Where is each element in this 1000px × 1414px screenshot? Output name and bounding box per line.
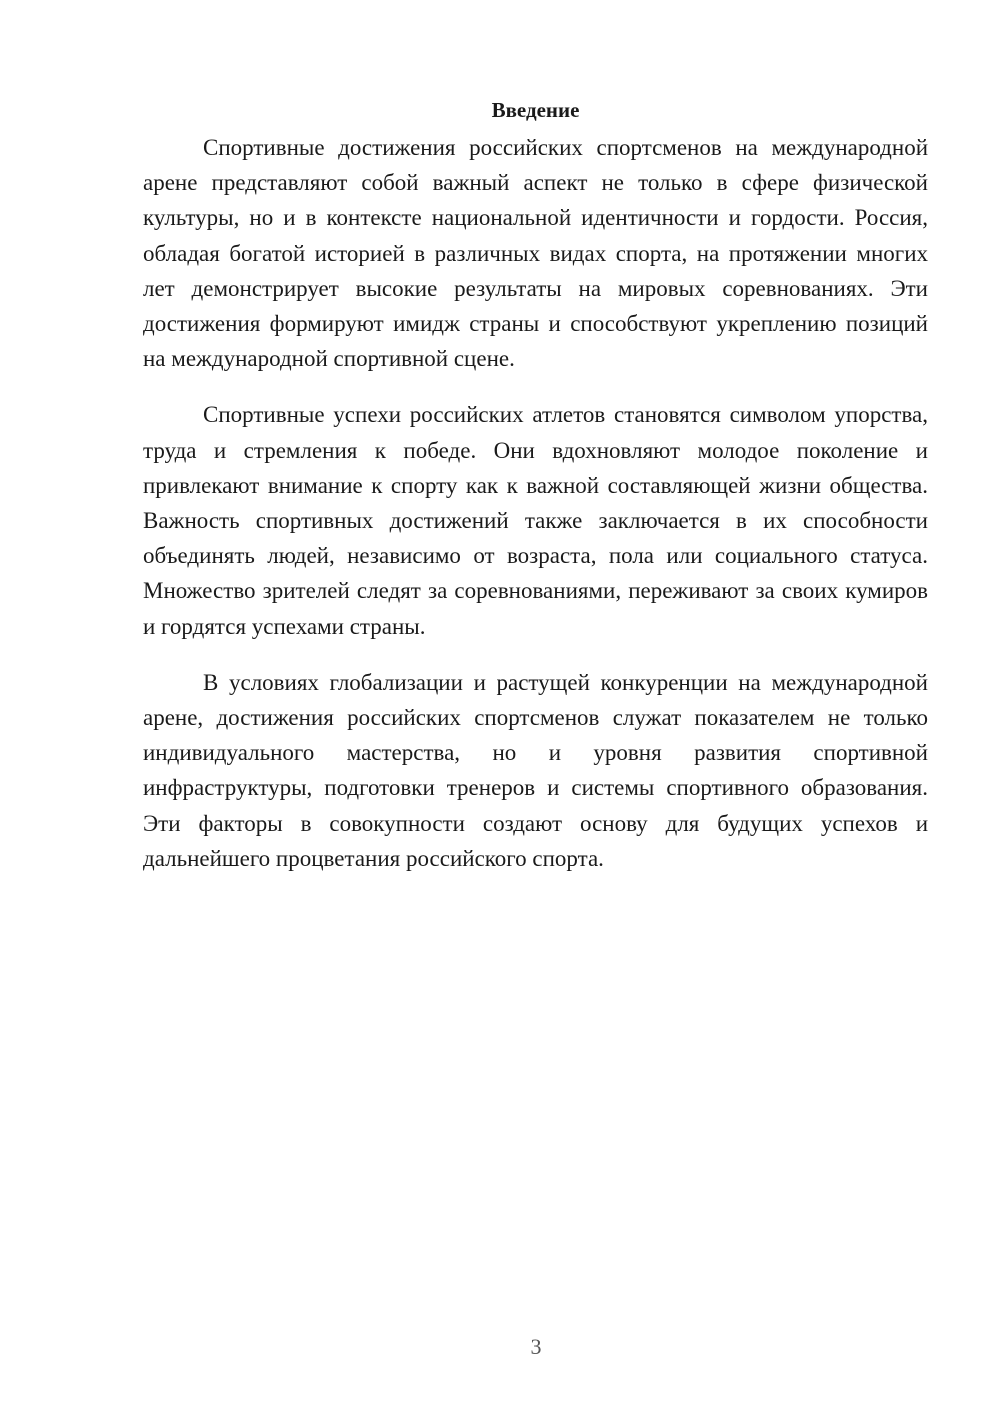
paragraph-2: Спортивные успехи российских атлетов становятся символом упорства, труда и стремления к победе. Они вдохновляют молодое поколение и привлекают внимание к спорту как к важной составляющей жизни общества. Важность спортивных достижений также заключается в их способности объединять людей, независимо от возраста, пола или социального статуса. Множество зрителей следят за соревнованиями, переживают за своих кумиров и гордятся успехами страны. xyxy=(143,402,928,639)
section-title: Введение xyxy=(491,98,580,122)
page-number: 3 xyxy=(530,1334,542,1359)
paragraph-3: В условиях глобализации и растущей конкуренции на международной арене, достижения российских спортсменов служат показателем не только индивидуального мастерства, но и уровня развития спортивной инфраструктуры, подготовки тренеров и системы спортивного образования. Эти факторы в совокупности создают основу для будущих успехов и дальнейшего процветания российского спорта. xyxy=(143,669,928,871)
paragraph-1: Спортивные достижения российских спортсменов на международной арене представляют собой важный аспект не только в сфере физической культуры, но и в контексте национальной идентичности и гордости. Россия, обладая богатой историей в различных видах спорта, на протяжении многих лет демонстрирует высокие результаты на мировых соревнованиях. Эти достижения формируют имидж страны и способствуют укреплению позиций на международной спортивной сцене. xyxy=(143,135,928,372)
page-content xyxy=(143,92,928,876)
